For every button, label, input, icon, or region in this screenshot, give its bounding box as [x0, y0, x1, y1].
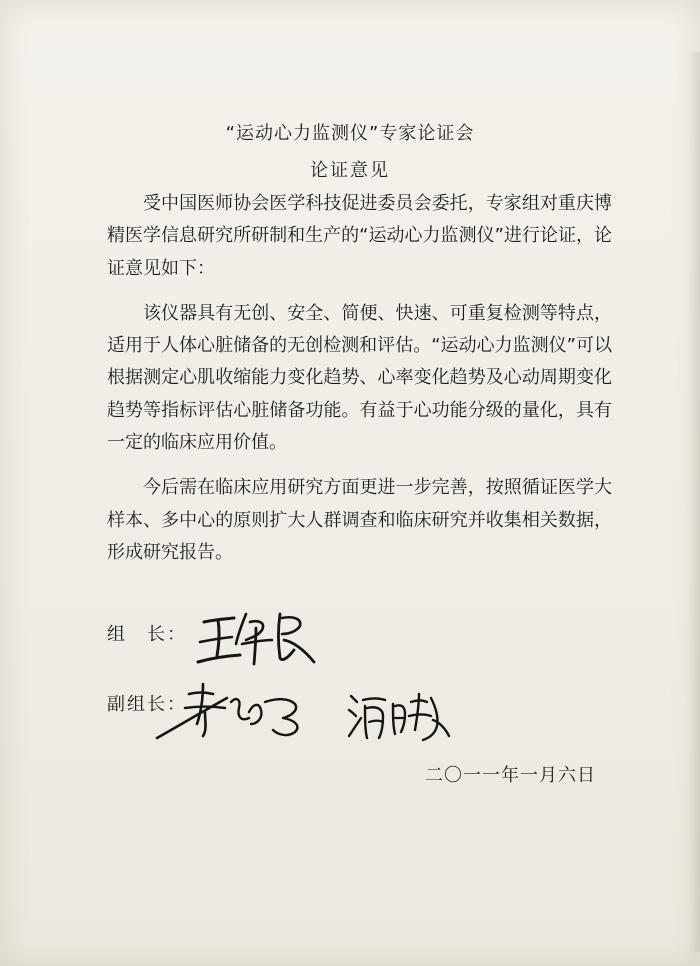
- paragraph-1: 受中国医师协会医学科技促进委员会委托，专家组对重庆博精医学信息研究所研制和生产的“运动心力监测仪”进行论证，论证意见如下：: [107, 193, 612, 279]
- document-subtitle: 论证意见: [310, 160, 390, 181]
- document-body: [107, 188, 612, 582]
- document-title: “运动心力监测仪”专家论证会: [225, 123, 475, 144]
- paragraph-2: 该仪器具有无创、安全、简便、快速、可重复检测等特点，适用于人体心脏储备的无创检测和评估。“运动心力监测仪”可以根据测定心肌收缩能力变化趋势、心率变化趋势及心动周期变化趋势等指标评估心脏储备功能。有益于心功能分级的量化，具有一定的临床应用价值。: [107, 302, 612, 454]
- leader-signature: [190, 600, 330, 670]
- document-date: 二〇一一年一月六日: [425, 765, 596, 786]
- deputy-signature-2: [345, 686, 455, 746]
- paragraph-3: 今后需在临床应用研究方面更进一步完善，按照循证医学大样本、多中心的原则扩大人群调查和临床研究并收集相关数据，形成研究报告。: [107, 477, 612, 563]
- deputy-label: 副组长：: [107, 694, 187, 715]
- leader-label: 组 长：: [107, 624, 187, 645]
- paper-edge-shadow: [688, 52, 700, 952]
- deputy-signature-1: [145, 672, 320, 752]
